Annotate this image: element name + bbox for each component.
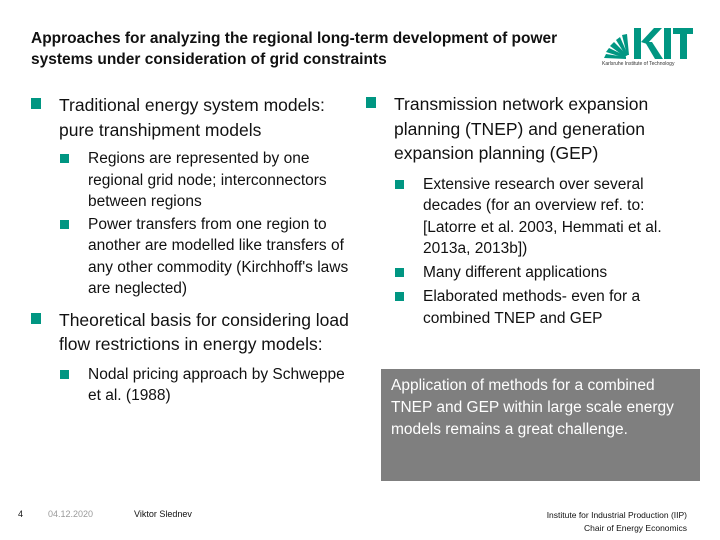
sub-bullet-text: Extensive research over several decades (for an overview ref. to: [Latorre et al. 2003, Hemmati et al. 2013a, 2013b]) bbox=[423, 175, 662, 257]
sub-bullet-item bbox=[366, 174, 688, 260]
bullet-icon bbox=[60, 220, 69, 229]
page-number: 4 bbox=[18, 509, 24, 519]
sub-bullet-item bbox=[366, 286, 688, 329]
bullet-icon bbox=[395, 292, 404, 301]
bullet-icon bbox=[31, 313, 41, 324]
bullet-text: Theoretical basis for considering load flow restrictions in energy models: bbox=[59, 309, 349, 354]
footer-author: Viktor Slednev bbox=[134, 509, 192, 519]
bullet-item bbox=[31, 93, 353, 142]
callout-box bbox=[381, 369, 700, 481]
bullet-text: Traditional energy system models: pure transhipment models bbox=[59, 95, 325, 140]
footer-institute bbox=[547, 509, 687, 534]
sub-bullet-item bbox=[31, 364, 353, 407]
bullet-icon bbox=[31, 98, 41, 109]
bullet-icon bbox=[60, 370, 69, 379]
institute-line: Institute for Industrial Production (IIP) bbox=[546, 510, 687, 520]
footer-date: 04.12.2020 bbox=[48, 509, 94, 519]
logo-subtitle: Karlsruhe Institute of Technology bbox=[602, 61, 675, 67]
sub-bullet-text: Elaborated methods- even for a combined TNEP and GEP bbox=[423, 288, 641, 327]
bullet-item bbox=[31, 308, 353, 357]
bullet-icon bbox=[395, 268, 404, 277]
bullet-text: Transmission network expansion planning (TNEP) and generation expansion planning (GEP) bbox=[394, 94, 649, 163]
bullet-icon bbox=[60, 154, 69, 163]
sub-bullet-item bbox=[31, 214, 353, 300]
slide-title: Approaches for analyzing the regional long-term development of power systems under consideration of grid constraints bbox=[31, 30, 558, 68]
bullet-icon bbox=[366, 97, 376, 108]
sub-bullet-text: Regions are represented by one regional grid node; interconnectors between regions bbox=[88, 150, 327, 210]
sub-bullet-item bbox=[366, 262, 688, 284]
bullet-icon bbox=[395, 180, 404, 189]
sub-bullet-text: Power transfers from one region to another are modelled like transfers of any other commodity (Kirchhoff's laws are neglected) bbox=[88, 215, 349, 297]
bullet-item bbox=[366, 92, 688, 166]
sub-bullet-item bbox=[31, 148, 353, 213]
left-column bbox=[31, 93, 353, 407]
right-column bbox=[366, 92, 688, 329]
sub-bullet-text: Many different applications bbox=[423, 263, 608, 281]
kit-logo-icon bbox=[602, 24, 694, 60]
kit-logo bbox=[602, 24, 694, 68]
chair-line: Chair of Energy Economics bbox=[584, 522, 687, 533]
sub-bullet-text: Nodal pricing approach by Schweppe et al. (1988) bbox=[88, 365, 345, 404]
callout-text: Application of methods for a combined TNEP and GEP within large scale energy models remains a great challenge. bbox=[391, 377, 674, 438]
